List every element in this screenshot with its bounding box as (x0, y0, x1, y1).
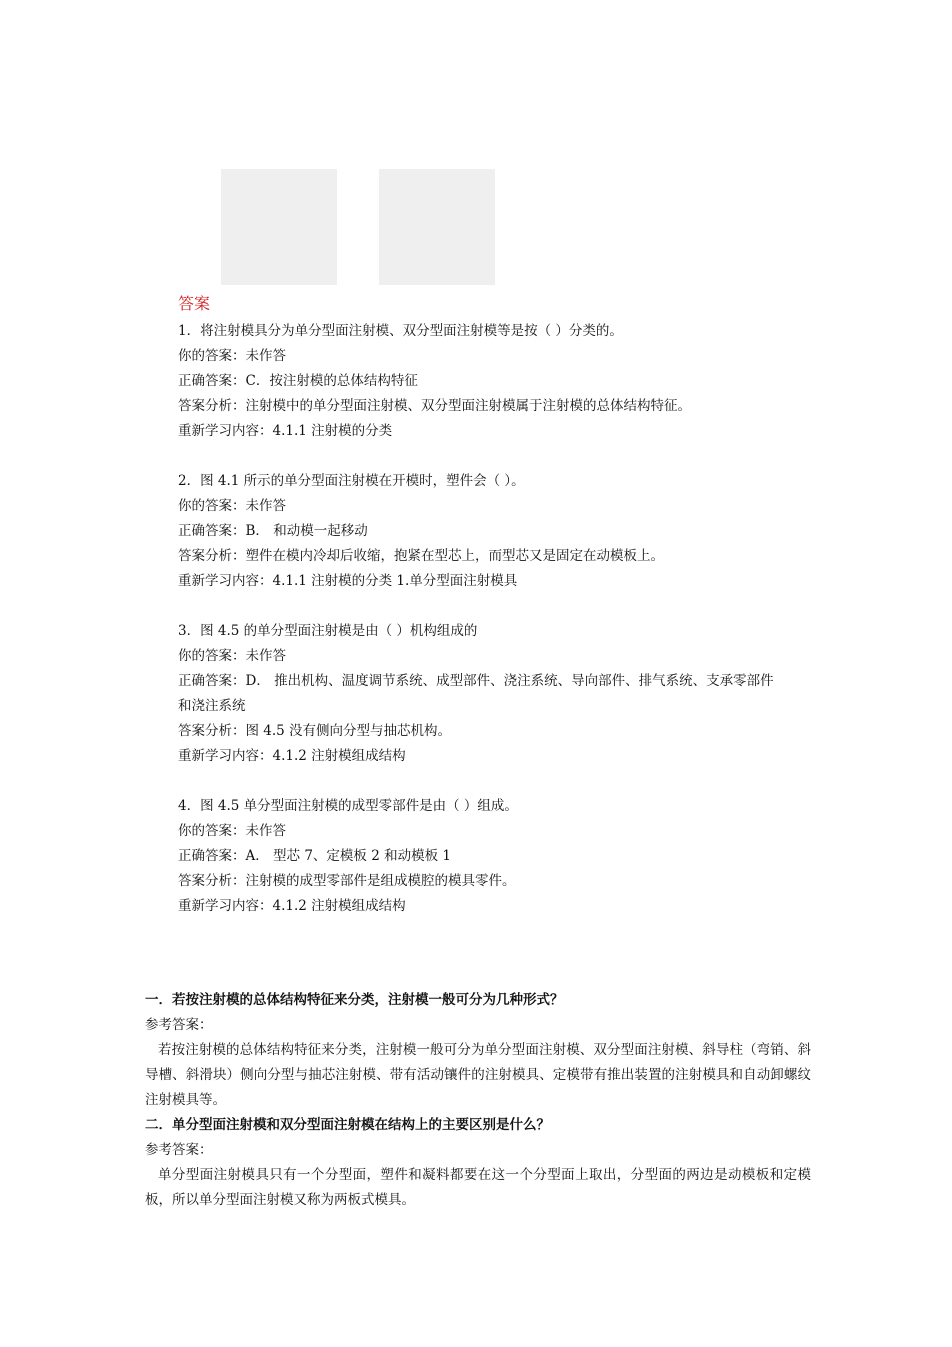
answers-heading: 答案 (178, 294, 211, 313)
answer-analysis: 答案分析：图 4.5 没有侧向分型与抽芯机构。 (178, 723, 452, 739)
qa-question-title: 一．若按注射模的总体结构特征来分类，注射模一般可分为几种形式？ (145, 992, 564, 1008)
relearn-content: 重新学习内容：4.1.2 注射模组成结构 (178, 898, 406, 914)
correct-answer: 正确答案：C．按注射模的总体结构特征 (178, 373, 418, 389)
correct-answer: 正确答案：B． 和动模一起移动 (178, 523, 368, 539)
image-placeholder-right (379, 169, 495, 285)
reference-answer-label: 参考答案： (145, 1142, 213, 1158)
answer-analysis: 答案分析：塑件在模内冷却后收缩，抱紧在型芯上，而型芯又是固定在动模板上。 (178, 548, 664, 564)
qa-section (145, 988, 811, 1213)
your-answer: 你的答案：未作答 (178, 823, 286, 839)
answer-item (178, 319, 818, 444)
reference-answer-body: 单分型面注射模具只有一个分型面，塑件和凝料都要在这一个分型面上取出，分型面的两边是动模板和定模板，所以单分型面注射模又称为两板式模具。 (145, 1167, 811, 1208)
question-text: 2．图 4.1 所示的单分型面注射模在开模时，塑件会（ ）。 (178, 473, 525, 489)
answer-item (178, 469, 818, 594)
image-placeholder-left (221, 169, 337, 285)
relearn-content: 重新学习内容：4.1.1 注射模的分类 (178, 423, 393, 439)
qa-item (145, 1113, 811, 1213)
qa-question-title: 二．单分型面注射模和双分型面注射模在结构上的主要区别是什么？ (145, 1117, 550, 1133)
question-text: 1．将注射模具分为单分型面注射模、双分型面注射模等是按（ ）分类的。 (178, 323, 623, 339)
relearn-content: 重新学习内容：4.1.2 注射模组成结构 (178, 748, 406, 764)
your-answer: 你的答案：未作答 (178, 348, 286, 364)
answer-item (178, 619, 818, 769)
answers-section (178, 293, 818, 944)
answer-item (178, 794, 818, 919)
reference-answer-label: 参考答案： (145, 1017, 213, 1033)
question-text: 3．图 4.5 的单分型面注射模是由（ ）机构组成的 (178, 623, 478, 639)
correct-answer: 正确答案：D． 推出机构、温度调节系统、成型部件、浇注系统、导向部件、排气系统、支承零部件和浇注系统 (178, 673, 774, 714)
correct-answer: 正确答案：A． 型芯 7、定模板 2 和动模板 1 (178, 848, 451, 864)
reference-answer-body: 若按注射模的总体结构特征来分类，注射模一般可分为单分型面注射模、双分型面注射模、斜导柱（弯销、斜导槽、斜滑块）侧向分型与抽芯注射模、带有活动镶件的注射模具、定模带有推出装置的注射模具和自动卸螺纹注射模具等。 (145, 1042, 811, 1108)
your-answer: 你的答案：未作答 (178, 498, 286, 514)
answer-analysis: 答案分析：注射模中的单分型面注射模、双分型面注射模属于注射模的总体结构特征。 (178, 398, 691, 414)
qa-item (145, 988, 811, 1113)
your-answer: 你的答案：未作答 (178, 648, 286, 664)
answer-analysis: 答案分析：注射模的成型零部件是组成模腔的模具零件。 (178, 873, 516, 889)
relearn-content: 重新学习内容：4.1.1 注射模的分类 1.单分型面注射模具 (178, 573, 518, 589)
question-text: 4．图 4.5 单分型面注射模的成型零部件是由（ ）组成。 (178, 798, 518, 814)
